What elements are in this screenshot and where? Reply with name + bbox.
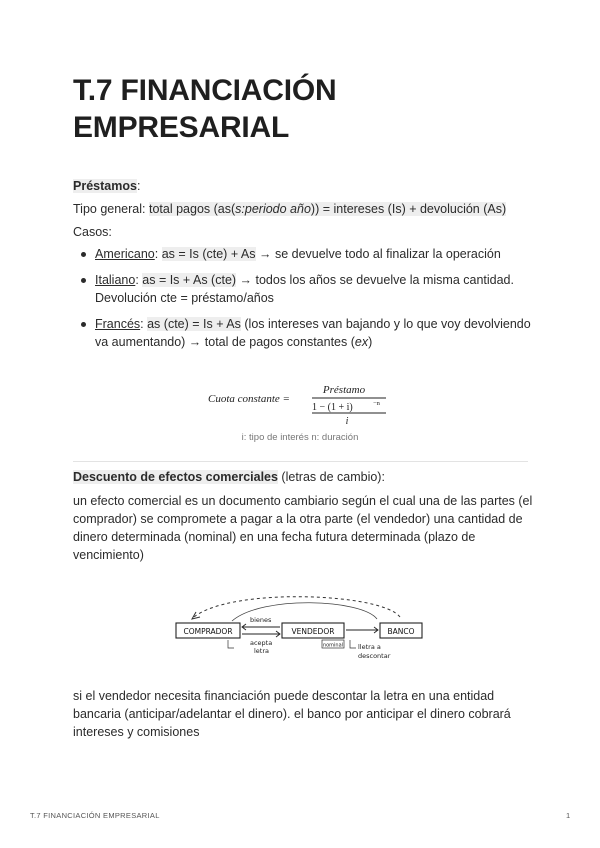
label-lletra: lletra a [358, 643, 381, 651]
tipo-general-line [73, 200, 533, 218]
title-line-2: EMPRESARIAL [73, 111, 290, 144]
prestamos-heading: Préstamos [73, 179, 137, 193]
case-description-italic: ex [354, 335, 369, 349]
descuento-heading-rest: (letras de cambio): [277, 470, 385, 484]
box-comprador-label: COMPRADOR [183, 627, 233, 636]
case-formula: as (cte) = Is + As [147, 317, 241, 331]
formula-denominator-top: 1 − (1 + i) [312, 402, 353, 413]
label-bienes: bienes [250, 616, 272, 624]
label-letra: letra [254, 647, 270, 655]
descuento-heading: Descuento de efectos comerciales [73, 470, 278, 484]
case-description: → todos los años se devuelve la misma cantidad. Devolución cte = préstamo/años [95, 273, 514, 305]
case-description: (los intereses van bajando y lo que voy devolviendo va aumentando) → total de pagos constantes ( [95, 317, 531, 349]
case-separator: : [140, 317, 148, 331]
case-name: Francés [95, 317, 141, 331]
footer-page-number: 1 [566, 811, 571, 820]
case-description: → se devuelve todo al finalizar la operación [255, 247, 501, 261]
label-nominal: nominal [322, 642, 344, 649]
list-item-americano [73, 245, 533, 263]
case-formula: as = Is + As (cte) [142, 273, 237, 287]
formula-denominator-bottom: i [345, 416, 349, 427]
section-divider [73, 461, 528, 462]
descuento-paragraph-2: si el vendedor necesita financiación puede descontar la letra en una entidad bancaria (anticipar/adelantar el dinero). el banco por anticipar el dinero cobrará intereses y comisiones [73, 689, 511, 739]
formula-caption: i: tipo de interés n: duración [241, 432, 359, 443]
tipo-general-label: Tipo general: [73, 202, 149, 216]
descuento-heading-line [73, 468, 533, 486]
list-item-frances [73, 315, 533, 351]
formula-lhs: Cuota constante = [208, 393, 290, 405]
formula-exponent: −n [373, 400, 380, 407]
letra-cambio-sketch [172, 585, 426, 669]
case-separator: : [154, 247, 162, 261]
box-banco-label: BANCO [387, 627, 415, 636]
case-name: Americano [95, 247, 155, 261]
label-descontar: descontar [358, 652, 391, 660]
label-acepta: acepta [250, 639, 273, 647]
cuota-constante-formula [206, 380, 396, 428]
box-vendedor-label: VENDEDOR [291, 627, 335, 636]
tipo-general-italic: s:periodo año [235, 202, 311, 216]
case-formula: as = Is (cte) + As [161, 247, 256, 261]
formula-numerator: Préstamo [322, 384, 366, 396]
prestamos-heading-line [73, 177, 533, 195]
prestamos-colon: : [136, 179, 141, 193]
case-description-end: ) [368, 335, 373, 349]
page-title [73, 72, 336, 146]
tipo-general-pre: total pagos (as( [148, 202, 236, 216]
sketch-arc [194, 597, 400, 617]
list-item-italiano [73, 271, 533, 307]
case-name: Italiano [95, 273, 136, 287]
tipo-general-post: )) = intereses (Is) + devolución (As) [310, 202, 507, 216]
return-arrow-1 [228, 640, 234, 648]
title-line-1: T.7 FINANCIACIÓN [73, 74, 337, 107]
return-arrow-2 [350, 640, 356, 648]
descuento-paragraph-1: un efecto comercial es un documento cambiario según el cual una de las partes (el comprador) se compromete a pagar a la otra parte (el vendedor) una cantidad de dinero determinada (nominal) en una fecha futura determinada (plazo de vencimiento) [73, 494, 533, 562]
casos-label: Casos: [73, 225, 112, 239]
case-separator: : [135, 273, 143, 287]
casos-list [73, 245, 533, 359]
tipo-general-formula [149, 202, 506, 216]
footer-title: T.7 FINANCIACIÓN EMPRESARIAL [30, 811, 160, 820]
